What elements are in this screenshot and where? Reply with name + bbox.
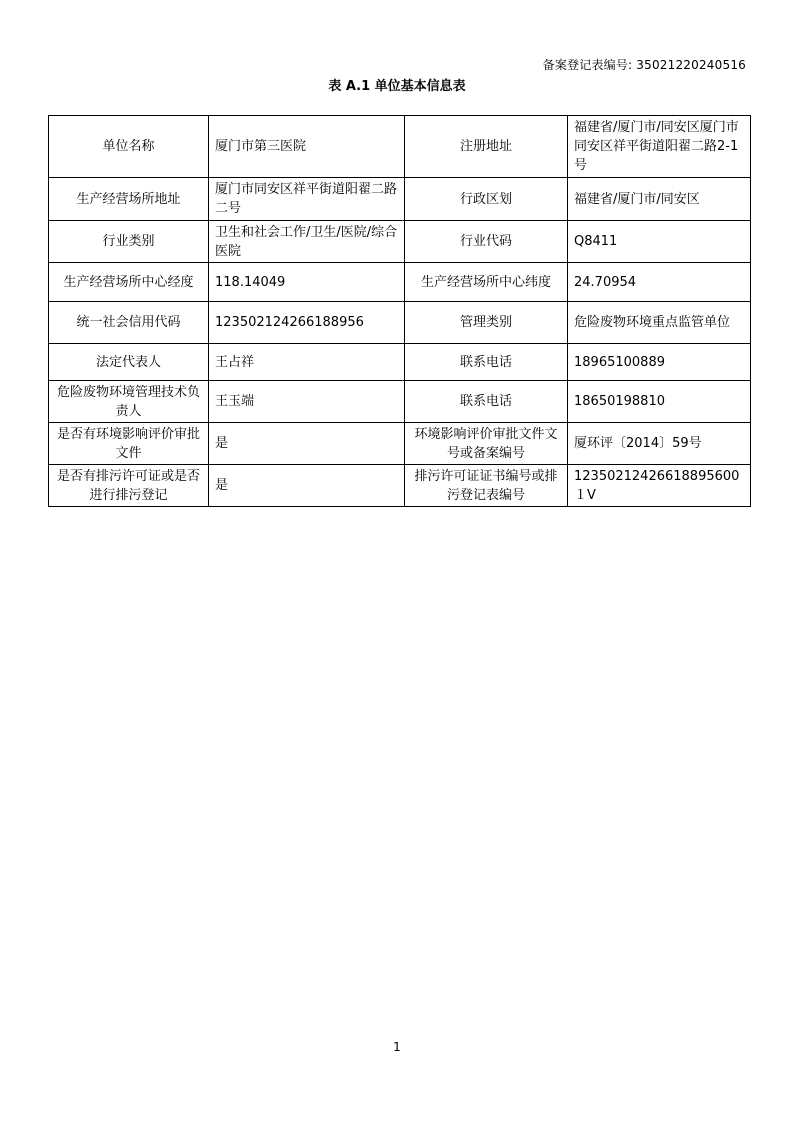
row-label-site-address: 生产经营场所地址 (49, 178, 209, 221)
row-label-credit-code: 统一社会信用代码 (49, 302, 209, 344)
table-row (49, 221, 751, 263)
row-label-eia-approval: 是否有环境影响评价审批文件 (49, 423, 209, 465)
row-value-permit-number: 12350212426618895600１V (568, 465, 751, 507)
row-value-unit-name: 厦门市第三医院 (209, 116, 405, 178)
table-row (49, 465, 751, 507)
row-label-management-category: 管理类别 (405, 302, 568, 344)
row-value-legal-representative: 王占祥 (209, 344, 405, 381)
table-row (49, 302, 751, 344)
row-value-eia-approval: 是 (209, 423, 405, 465)
row-value-contact-phone: 18965100889 (568, 344, 751, 381)
record-number: 备案登记表编号: 35021220240516 (542, 58, 746, 72)
row-label-legal-representative: 法定代表人 (49, 344, 209, 381)
row-label-latitude: 生产经营场所中心纬度 (405, 263, 568, 302)
row-label-unit-name: 单位名称 (49, 116, 209, 178)
row-label-discharge-permit: 是否有排污许可证或是否进行排污登记 (49, 465, 209, 507)
row-label-registered-address: 注册地址 (405, 116, 568, 178)
row-label-contact-phone-2: 联系电话 (405, 381, 568, 423)
row-label-technical-lead: 危险废物环境管理技术负责人 (49, 381, 209, 423)
row-value-latitude: 24.70954 (568, 263, 751, 302)
row-value-technical-lead: 王玉端 (209, 381, 405, 423)
row-value-credit-code: 123502124266188956 (209, 302, 405, 344)
table-title: 表 A.1 单位基本信息表 (328, 79, 466, 94)
row-value-eia-document-number: 厦环评〔2014〕59号 (568, 423, 751, 465)
page-number: 1 (393, 1040, 401, 1054)
table-row (49, 381, 751, 423)
row-value-discharge-permit: 是 (209, 465, 405, 507)
row-label-contact-phone: 联系电话 (405, 344, 568, 381)
table-row (49, 263, 751, 302)
row-value-longitude: 118.14049 (209, 263, 405, 302)
row-label-longitude: 生产经营场所中心经度 (49, 263, 209, 302)
row-label-admin-division: 行政区划 (405, 178, 568, 221)
row-value-management-category: 危险废物环境重点监管单位 (568, 302, 751, 344)
row-value-admin-division: 福建省/厦门市/同安区 (568, 178, 751, 221)
row-value-site-address: 厦门市同安区祥平街道阳翟二路二号 (209, 178, 405, 221)
row-value-industry-code: Q8411 (568, 221, 751, 263)
row-label-permit-number: 排污许可证证书编号或排污登记表编号 (405, 465, 568, 507)
row-label-eia-document-number: 环境影响评价审批文件文号或备案编号 (405, 423, 568, 465)
table-row (49, 116, 751, 178)
table-row (49, 344, 751, 381)
table-row (49, 423, 751, 465)
row-value-industry-category: 卫生和社会工作/卫生/医院/综合医院 (209, 221, 405, 263)
row-label-industry-code: 行业代码 (405, 221, 568, 263)
row-value-contact-phone-2: 18650198810 (568, 381, 751, 423)
table-row (49, 178, 751, 221)
unit-info-table (48, 115, 751, 507)
row-value-registered-address: 福建省/厦门市/同安区厦门市同安区祥平街道阳翟二路2-1号 (568, 116, 751, 178)
row-label-industry-category: 行业类别 (49, 221, 209, 263)
